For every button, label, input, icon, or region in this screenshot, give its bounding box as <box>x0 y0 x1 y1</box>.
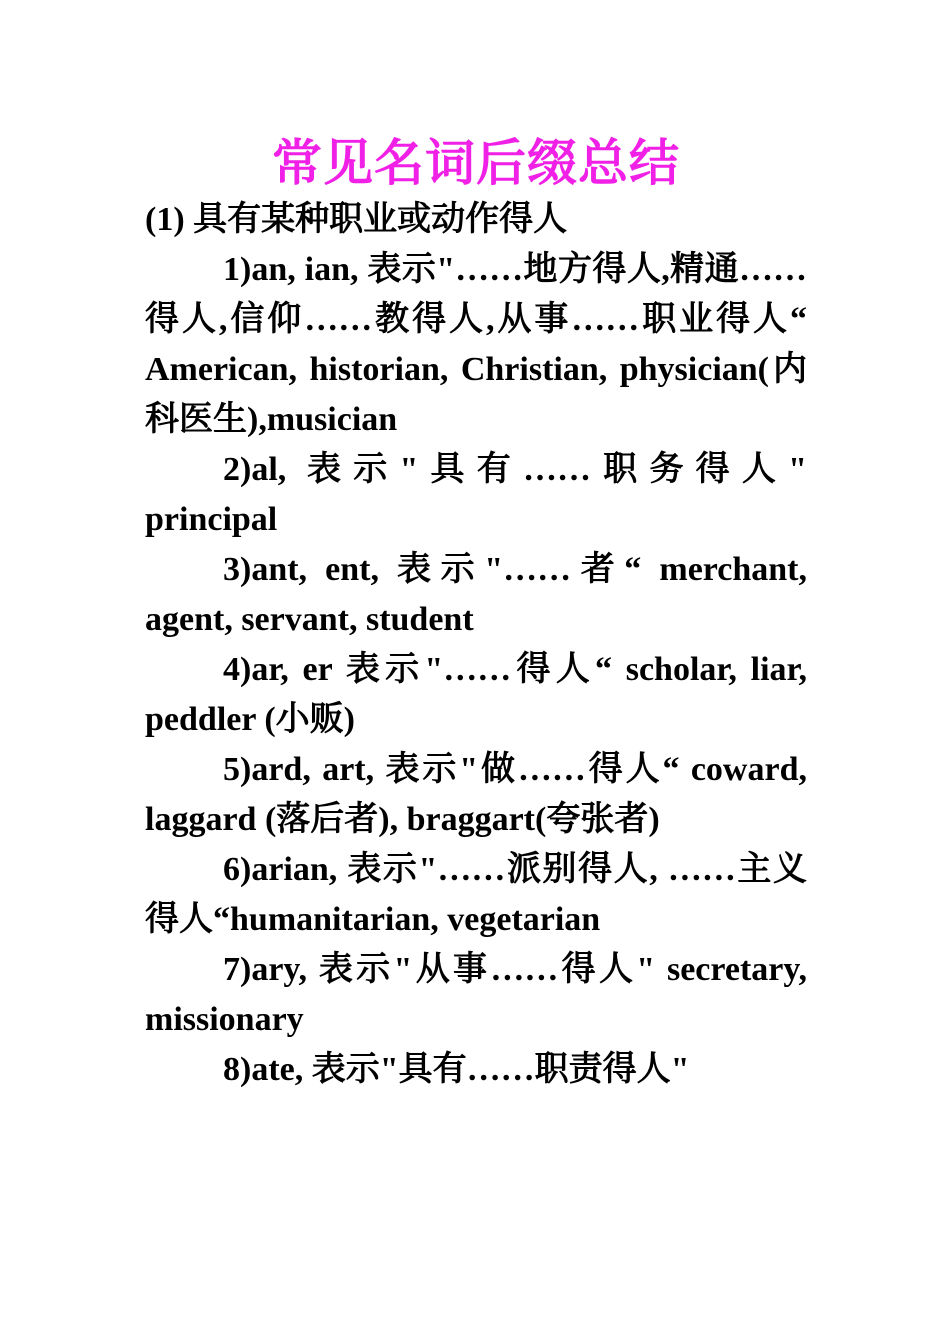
list-item: 8)ate, 表示"具有……职责得人" <box>223 1051 690 1088</box>
list-item: 3)ant, ent, 表示"……者“ merchant, agent, servant, student <box>145 551 807 638</box>
list-item: 5)ard, art, 表示"做……得人“ coward, laggard (落后者), braggart(夸张者) <box>145 751 807 838</box>
list-item: 1)an, ian, 表示"……地方得人,精通……得人,信仰……教得人,从事……职业得人“ American, historian, Christian, physician(内科医生),musician <box>145 251 807 438</box>
list-item: 6)arian, 表示"……派别得人, ……主义得人“humanitarian, vegetarian <box>145 851 807 938</box>
document-page <box>145 128 807 1095</box>
list-item: 7)ary, 表示"从事……得人" secretary, missionary <box>145 951 807 1038</box>
list-item: 4)ar, er 表示"……得人“ scholar, liar, peddler (小贩) <box>145 651 807 738</box>
document-title: 常见名词后缀总结 <box>272 134 680 192</box>
list-item: 2)al, 表示"具有……职务得人" principal <box>145 451 807 538</box>
section-heading: (1) 具有某种职业或动作得人 <box>145 201 568 238</box>
